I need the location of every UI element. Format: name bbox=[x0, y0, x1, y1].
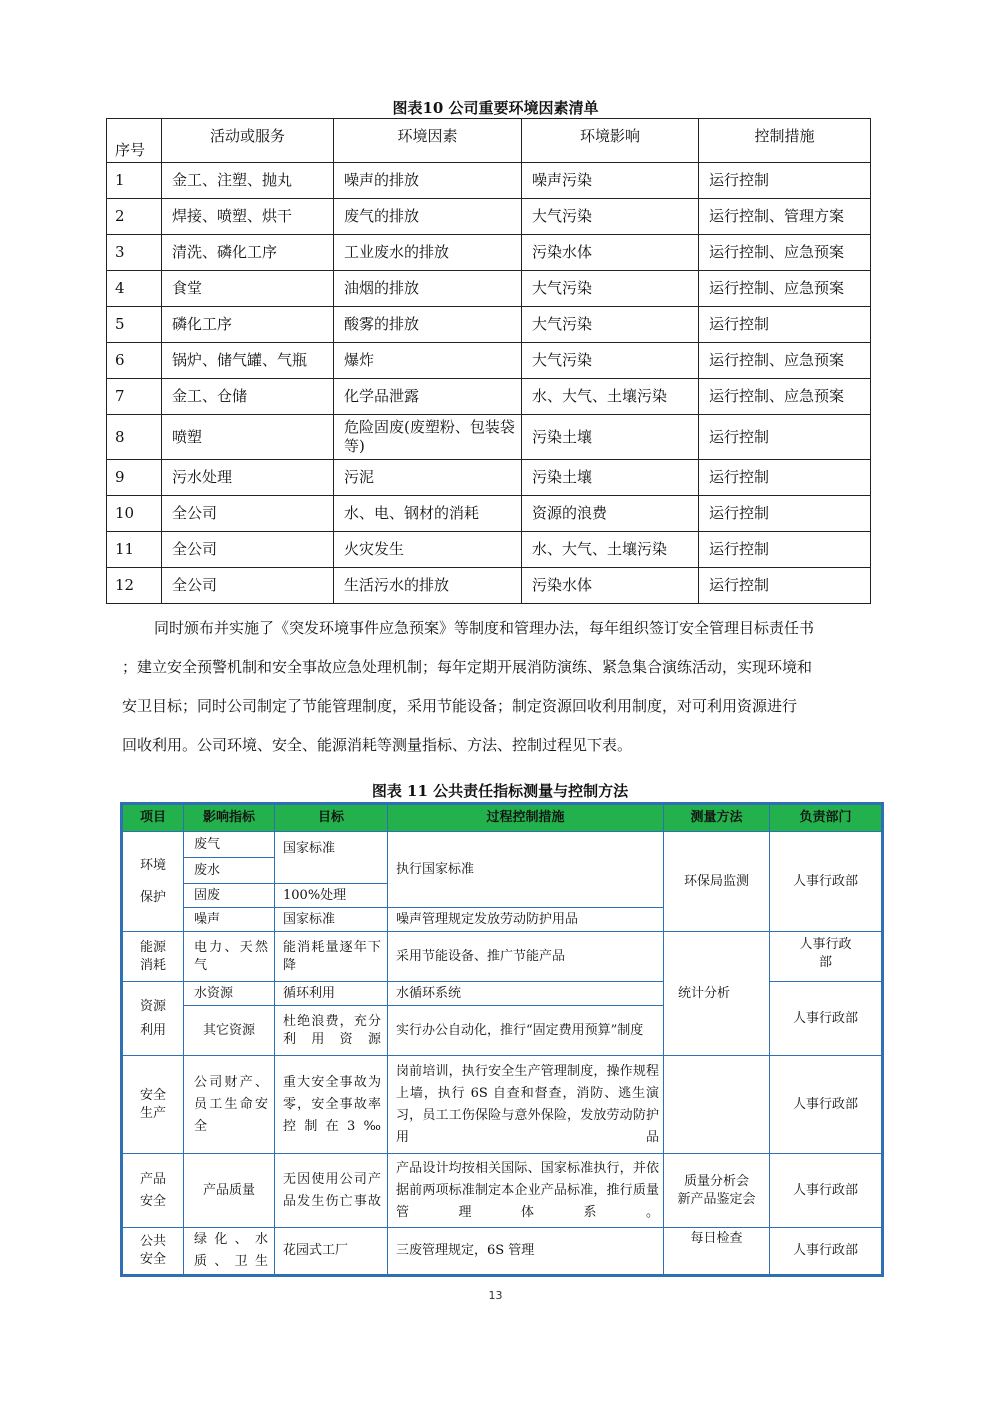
table-row bbox=[122, 832, 883, 858]
cell: 4 bbox=[107, 271, 162, 307]
cell: 水、大气、土壤污染 bbox=[522, 532, 699, 568]
cell: 运行控制、应急预案 bbox=[699, 271, 871, 307]
table1-header-row bbox=[107, 119, 871, 163]
item-text: 保护 bbox=[139, 889, 166, 905]
cell: 运行控制 bbox=[699, 307, 871, 343]
cell bbox=[664, 1056, 770, 1154]
dept-text: 人事行政 bbox=[799, 937, 852, 952]
cell: 12 bbox=[107, 568, 162, 604]
paragraph-line-2: ；建立安全预警机制和安全事故应急处理机制；每年定期开展消防演练、紧急集合演练活动，实现环境和 bbox=[122, 658, 813, 676]
cell: 其它资源 bbox=[184, 1006, 275, 1056]
cell: 产品质量 bbox=[184, 1154, 275, 1228]
item-text: 环境 bbox=[139, 857, 166, 873]
cell: 噪声管理规定发放劳动防护用品 bbox=[388, 908, 664, 932]
cell: 运行控制、管理方案 bbox=[699, 199, 871, 235]
header-factor: 环境因素 bbox=[334, 119, 522, 163]
cell: 绿化、水质、卫生 bbox=[184, 1228, 275, 1276]
cell: 杜绝浪费，充分利用资源 bbox=[275, 1006, 388, 1056]
item-text: 能源 bbox=[139, 939, 166, 955]
item-text: 产品 bbox=[139, 1171, 166, 1187]
cell: 大气污染 bbox=[522, 271, 699, 307]
cell: 工业废水的排放 bbox=[334, 235, 522, 271]
table-row bbox=[122, 1228, 883, 1276]
cell: 产品设计均按相关国际、国家标准执行，并依据前两项标准制定本企业产品标准，推行质量管理体系。 bbox=[388, 1154, 664, 1228]
cell: 人事行政部 bbox=[770, 1056, 883, 1154]
cell: 人事行政部 bbox=[770, 1228, 883, 1276]
item-text: 资源 bbox=[139, 998, 166, 1014]
cell: 噪声污染 bbox=[522, 163, 699, 199]
cell: 废水 bbox=[184, 858, 275, 884]
header-dept: 负责部门 bbox=[770, 804, 883, 832]
cell: 污水处理 bbox=[162, 460, 334, 496]
table-row bbox=[122, 1154, 883, 1228]
cell: 污染水体 bbox=[522, 235, 699, 271]
item-text: 安全 bbox=[139, 1252, 166, 1267]
cell: 运行控制 bbox=[699, 460, 871, 496]
cell: 运行控制、应急预案 bbox=[699, 343, 871, 379]
cell: 执行国家标准 bbox=[388, 832, 664, 908]
cell: 7 bbox=[107, 379, 162, 415]
cell: 无因使用公司产品发生伤亡事故 bbox=[275, 1154, 388, 1228]
cell: 焊接、喷塑、烘干 bbox=[162, 199, 334, 235]
item-env bbox=[122, 832, 184, 932]
cell: 水资源 bbox=[184, 982, 275, 1006]
item-text: 安全 bbox=[139, 1087, 166, 1103]
item-text: 生产 bbox=[139, 1105, 166, 1121]
method-text: 新产品鉴定会 bbox=[677, 1191, 756, 1207]
cell: 采用节能设备、推广节能产品 bbox=[388, 932, 664, 982]
cell: 运行控制 bbox=[699, 415, 871, 460]
header-process-control: 过程控制措施 bbox=[388, 804, 664, 832]
table1-title: 图表10 公司重要环境因素清单 bbox=[392, 99, 599, 117]
table-row bbox=[107, 415, 871, 460]
cell: 喷塑 bbox=[162, 415, 334, 460]
header-indicator: 影响指标 bbox=[184, 804, 275, 832]
cell: 全公司 bbox=[162, 532, 334, 568]
cell: 国家标准 bbox=[275, 832, 388, 884]
cell: 噪声 bbox=[184, 908, 275, 932]
cell: 污泥 bbox=[334, 460, 522, 496]
public-responsibility-table bbox=[120, 802, 884, 1277]
cell: 污染土壤 bbox=[522, 415, 699, 460]
table2-title: 图表 11 公共责任指标测量与控制方法 bbox=[371, 782, 629, 800]
item-safety bbox=[122, 1056, 184, 1154]
item-text: 安全 bbox=[139, 1193, 166, 1209]
table-row bbox=[107, 163, 871, 199]
item-energy bbox=[122, 932, 184, 982]
cell: 环保局监测 bbox=[664, 832, 770, 932]
cell: 电力、天然气 bbox=[184, 932, 275, 982]
cell: 全公司 bbox=[162, 568, 334, 604]
header-item: 项目 bbox=[122, 804, 184, 832]
cell: 大气污染 bbox=[522, 343, 699, 379]
table-row bbox=[122, 1056, 883, 1154]
table-row bbox=[107, 235, 871, 271]
cell: 噪声的排放 bbox=[334, 163, 522, 199]
cell: 废气的排放 bbox=[334, 199, 522, 235]
cell: 100%处理 bbox=[275, 884, 388, 908]
cell: 运行控制 bbox=[699, 163, 871, 199]
table-row bbox=[107, 532, 871, 568]
cell: 人事行政部 bbox=[770, 1154, 883, 1228]
cell: 生活污水的排放 bbox=[334, 568, 522, 604]
cell: 污染水体 bbox=[522, 568, 699, 604]
cell: 人事行政部 bbox=[770, 832, 883, 932]
cell bbox=[664, 1154, 770, 1228]
cell: 磷化工序 bbox=[162, 307, 334, 343]
cell: 固废 bbox=[184, 884, 275, 908]
cell: 金工、注塑、抛丸 bbox=[162, 163, 334, 199]
cell: 公司财产、员工生命安全 bbox=[184, 1056, 275, 1154]
cell: 运行控制、应急预案 bbox=[699, 235, 871, 271]
cell bbox=[770, 932, 883, 982]
cell: 酸雾的排放 bbox=[334, 307, 522, 343]
cell: 大气污染 bbox=[522, 199, 699, 235]
cell: 统计分析 bbox=[664, 932, 770, 1056]
cell: 2 bbox=[107, 199, 162, 235]
table2-header-row bbox=[122, 804, 883, 832]
dept-text: 部 bbox=[818, 955, 832, 970]
header-activity: 活动或服务 bbox=[162, 119, 334, 163]
cell: 运行控制 bbox=[699, 496, 871, 532]
cell: 8 bbox=[107, 415, 162, 460]
header-seq: 序号 bbox=[107, 119, 162, 163]
environmental-factors-table bbox=[106, 118, 871, 604]
cell: 火灾发生 bbox=[334, 532, 522, 568]
cell: 水循环系统 bbox=[388, 982, 664, 1006]
table-row bbox=[107, 343, 871, 379]
header-impact: 环境影响 bbox=[522, 119, 699, 163]
item-text: 公共 bbox=[139, 1234, 166, 1249]
item-public bbox=[122, 1228, 184, 1276]
cell: 1 bbox=[107, 163, 162, 199]
cell: 能消耗量逐年下降 bbox=[275, 932, 388, 982]
cell: 实行办公自动化，推行“固定费用预算”制度 bbox=[388, 1006, 664, 1056]
cell: 污染土壤 bbox=[522, 460, 699, 496]
item-product bbox=[122, 1154, 184, 1228]
cell: 水、大气、土壤污染 bbox=[522, 379, 699, 415]
cell: 3 bbox=[107, 235, 162, 271]
item-text: 利用 bbox=[139, 1022, 166, 1038]
cell: 运行控制 bbox=[699, 568, 871, 604]
cell: 爆炸 bbox=[334, 343, 522, 379]
table-row bbox=[107, 568, 871, 604]
table-row bbox=[107, 460, 871, 496]
table-row bbox=[107, 307, 871, 343]
cell: 资源的浪费 bbox=[522, 496, 699, 532]
table-row bbox=[122, 932, 883, 982]
cell: 锅炉、储气罐、气瓶 bbox=[162, 343, 334, 379]
header-control: 控制措施 bbox=[699, 119, 871, 163]
cell: 油烟的排放 bbox=[334, 271, 522, 307]
cell: 化学品泄露 bbox=[334, 379, 522, 415]
cell: 大气污染 bbox=[522, 307, 699, 343]
cell: 全公司 bbox=[162, 496, 334, 532]
item-resource bbox=[122, 982, 184, 1056]
paragraph-line-1: 同时颁布并实施了《突发环境事件应急预案》等制度和管理办法，每年组织签订安全管理目标责任书 bbox=[154, 619, 815, 637]
cell: 岗前培训，执行安全生产管理制度，操作规程上墙，执行 6S 自查和督查，消防、逃生演习，员工工伤保险与意外保险，发放劳动防护用品 bbox=[388, 1056, 664, 1154]
header-method: 测量方法 bbox=[664, 804, 770, 832]
cell: 每日检查 bbox=[664, 1228, 770, 1276]
method-text: 质量分析会 bbox=[683, 1173, 749, 1189]
paragraph-line-3: 安卫目标；同时公司制定了节能管理制度，采用节能设备；制定资源回收利用制度，对可利用资源进行 bbox=[122, 697, 798, 715]
cell: 运行控制、应急预案 bbox=[699, 379, 871, 415]
cell: 人事行政部 bbox=[770, 982, 883, 1056]
cell: 5 bbox=[107, 307, 162, 343]
cell: 三废管理规定，6S 管理 bbox=[388, 1228, 664, 1276]
cell: 花园式工厂 bbox=[275, 1228, 388, 1276]
cell: 金工、仓储 bbox=[162, 379, 334, 415]
table-row bbox=[107, 496, 871, 532]
page-number: 13 bbox=[488, 1289, 503, 1302]
item-text: 消耗 bbox=[139, 957, 166, 973]
cell: 6 bbox=[107, 343, 162, 379]
cell: 食堂 bbox=[162, 271, 334, 307]
header-target: 目标 bbox=[275, 804, 388, 832]
paragraph-line-4: 回收利用。公司环境、安全、能源消耗等测量指标、方法、控制过程见下表。 bbox=[122, 736, 633, 754]
cell: 水、电、钢材的消耗 bbox=[334, 496, 522, 532]
cell: 危险固废(废塑粉、包装袋等) bbox=[334, 415, 522, 460]
table-row bbox=[107, 199, 871, 235]
cell: 重大安全事故为零，安全事故率控制在3‰ bbox=[275, 1056, 388, 1154]
cell: 清洗、磷化工序 bbox=[162, 235, 334, 271]
cell: 运行控制 bbox=[699, 532, 871, 568]
cell: 9 bbox=[107, 460, 162, 496]
cell: 10 bbox=[107, 496, 162, 532]
cell: 废气 bbox=[184, 832, 275, 858]
cell: 循环利用 bbox=[275, 982, 388, 1006]
table-row bbox=[107, 379, 871, 415]
cell: 国家标准 bbox=[275, 908, 388, 932]
table-row bbox=[107, 271, 871, 307]
cell: 11 bbox=[107, 532, 162, 568]
